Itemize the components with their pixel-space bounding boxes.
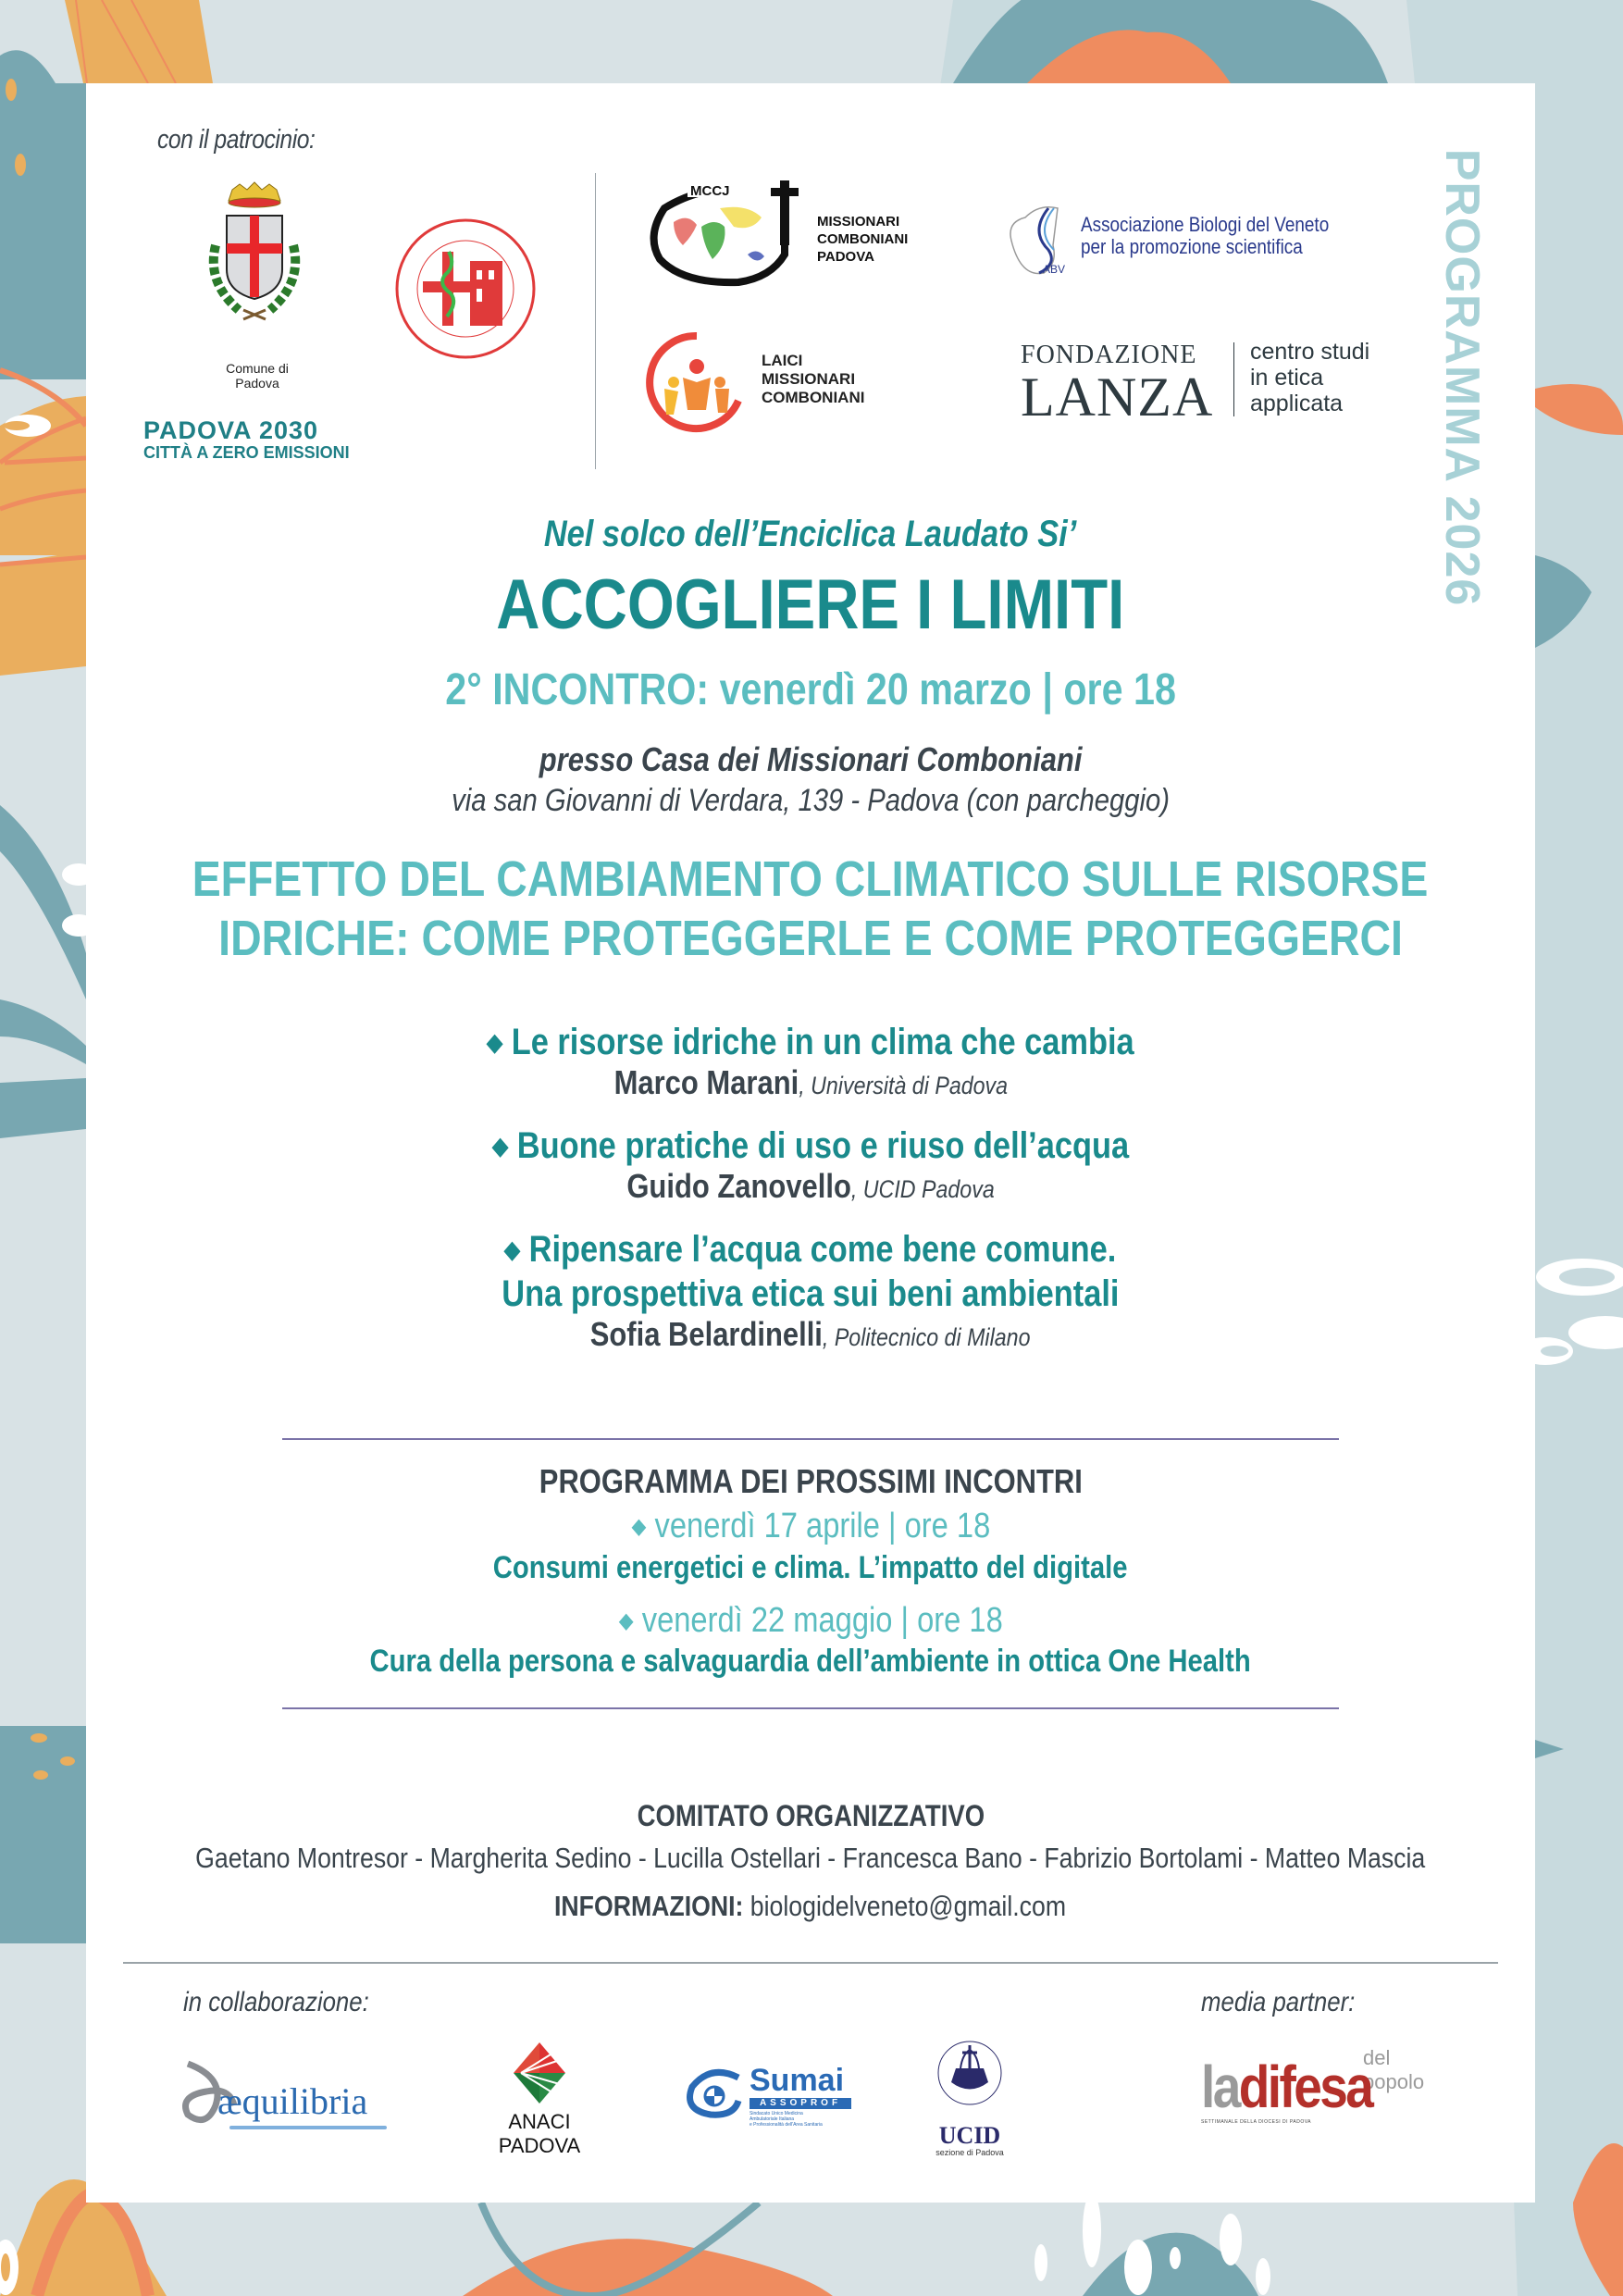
diamond-bullet-icon: ◆ [631, 1514, 647, 1539]
logo-divider [595, 173, 596, 469]
media-partner-label: media partner: [1201, 1987, 1356, 2017]
section-divider [282, 1707, 1339, 1709]
event-title: ACCOGLIERE I LIMITI [496, 565, 1125, 644]
mccj-logo [646, 180, 812, 282]
venue-name: presso Casa dei Missionari Comboniani [539, 740, 1083, 778]
upcoming-date: ◆ venerdì 17 aprile | ore 18 [631, 1507, 990, 1545]
footer-divider [123, 1962, 1498, 1964]
kicker: Nel solco dell’Enciclica Laudato Si’ [544, 514, 1077, 554]
contact-email-link[interactable]: biologidelveneto@gmail.com [750, 1890, 1067, 1922]
upcoming-topic: Consumi energetici e clima. L’impatto del digitale [493, 1550, 1128, 1585]
committee-heading: COMITATO ORGANIZZATIVO [637, 1799, 985, 1832]
svg-text:MCCJ: MCCJ [690, 183, 730, 199]
equilibria-logo: æquilibria [179, 2059, 391, 2142]
collaboration-label: in collaborazione: [183, 1987, 369, 2017]
section-divider [282, 1438, 1339, 1440]
venue-address: via san Giovanni di Verdara, 139 - Padova (con parcheggio) [452, 783, 1170, 818]
anaci-diamond-icon [512, 2041, 567, 2105]
svg-text:ABV: ABV [1043, 263, 1066, 276]
abv-logo [1002, 199, 1085, 282]
lmc-text: LAICI MISSIONARI COMBONIANI [762, 352, 865, 406]
ucid-ship-seal-icon [923, 2027, 1016, 2119]
dna-region-icon [1002, 199, 1085, 282]
people-circle-icon [646, 331, 748, 433]
comune-padova-crest [188, 180, 327, 356]
anaci-logo: ANACI PADOVA [493, 2041, 586, 2158]
programma-year-label: PROGRAMMA 2026 [1435, 148, 1489, 607]
ordine-medici-seal [391, 215, 539, 363]
lmc-logo [646, 331, 748, 433]
topic-title: EFFETTO DEL CAMBIAMENTO CLIMATICO SULLE RISORSE IDRICHE: COME PROTEGGERLE E COME PROTEGGERCI [192, 851, 1429, 966]
meeting-date: 2° INCONTRO: venerdì 20 marzo | ore 18 [445, 665, 1176, 714]
medical-seal-icon [391, 215, 539, 363]
upcoming-date: ◆ venerdì 22 maggio | ore 18 [618, 1601, 1003, 1640]
ucid-logo: UCID sezione di Padova [923, 2027, 1016, 2157]
committee-members: Gaetano Montresor - Margherita Sedino - Lucilla Ostellari - Francesca Bano - Fabrizio Bortolami - Matteo Mascia [195, 1842, 1426, 1874]
talk-item: ◆ Ripensare l’acqua come bene comune. Una prospettiva etica sui beni ambientali Sofia Belardinelli, Politecnico di Milano [502, 1229, 1120, 1353]
lanza-divider [1233, 342, 1234, 416]
talk-item: ◆ Buone pratiche di uso e riuso dell’acqua Guido Zanovello, UCID Padova [491, 1125, 1130, 1205]
globe-cross-icon [646, 180, 803, 287]
coat-of-arms-icon [188, 180, 327, 356]
padova-2030-logo: PADOVA 2030 CITTÀ A ZERO EMISSIONI [143, 416, 350, 462]
wave-underline [229, 2126, 387, 2129]
la-difesa-logo: del popolo ladifesa SETTIMANALE DELLA DIOCESI DI PADOVA [1201, 2046, 1425, 2125]
diamond-bullet-icon: ◆ [487, 1028, 503, 1056]
mccj-text: MISSIONARI COMBONIANI PADOVA [817, 214, 909, 265]
contact-info: INFORMAZIONI: biologidelveneto@gmail.com [554, 1890, 1067, 1922]
patronage-label: con il patrocinio: [157, 125, 316, 155]
lanza-tagline: centro studi in etica applicata [1250, 339, 1370, 416]
diamond-bullet-icon: ◆ [491, 1132, 509, 1160]
upcoming-topic: Cura della persona e salvaguardia dell’ambiente in ottica One Health [369, 1644, 1252, 1679]
abv-text: Associazione Biologi del Veneto per la promozione scientifica [1081, 213, 1330, 258]
diamond-bullet-icon: ◆ [504, 1235, 521, 1263]
sumai-description: Sindacato Unico Medicina Ambulatoriale Italiana e Professionalità dell'Area Sanitaria [750, 2111, 823, 2128]
upcoming-heading: PROGRAMMA DEI PROSSIMI INCONTRI [539, 1462, 1083, 1500]
fondazione-lanza-logo: FONDAZIONE LANZA [1021, 341, 1214, 428]
flyer-card [86, 83, 1535, 2203]
diamond-bullet-icon: ◆ [618, 1608, 634, 1633]
talk-item: ◆ Le risorse idriche in un clima che cambia Marco Marani, Università di Padova [487, 1022, 1134, 1101]
comune-padova-caption: Comune di Padova [226, 361, 289, 391]
sumai-logo: Sumai ASSOPROF Sindacato Unico Medicina Ambulatoriale Italiana e Professionalità dell'Area Sanitaria [683, 2068, 868, 2133]
sumai-swirl-icon [683, 2068, 748, 2124]
